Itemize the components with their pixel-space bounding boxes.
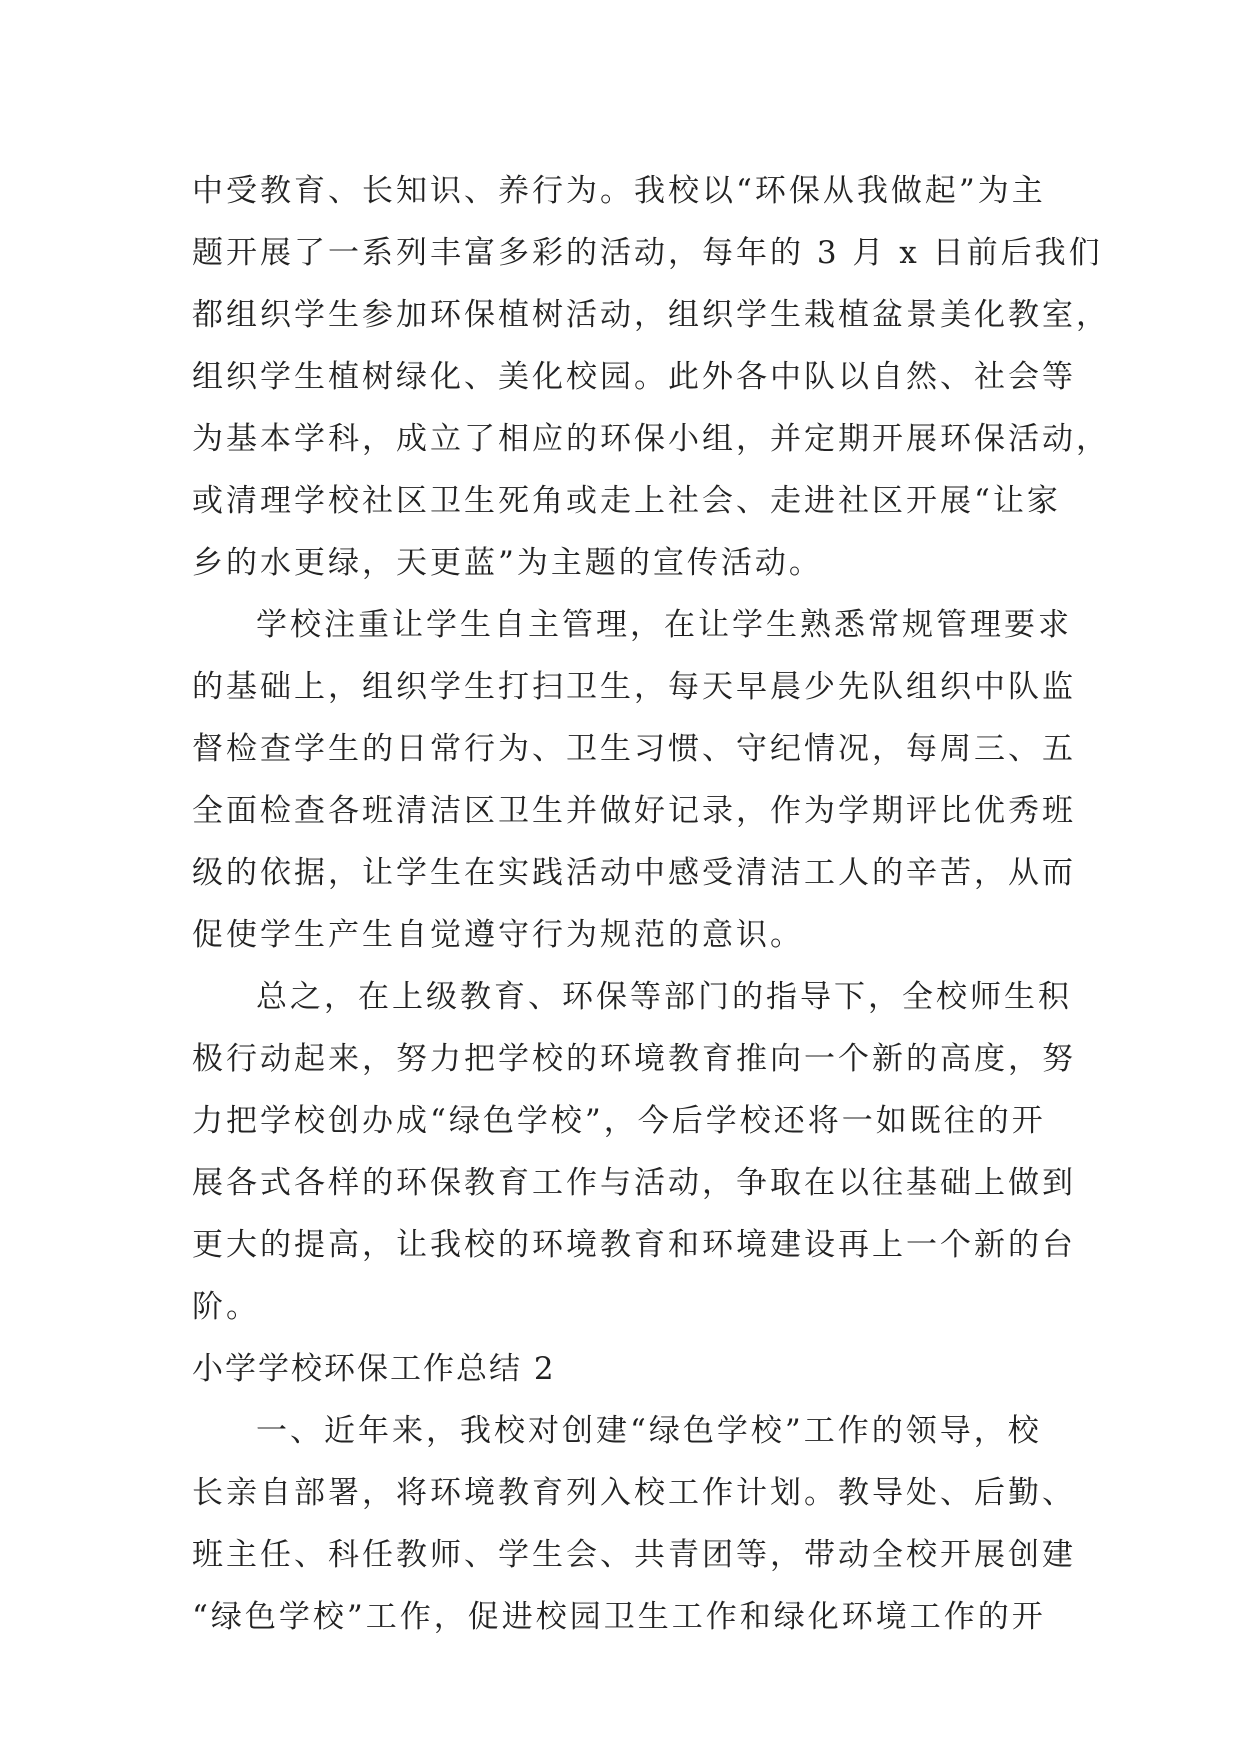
text-line: 乡的水更绿，天更蓝”为主题的宣传活动。	[192, 545, 823, 581]
text-line: 阶。	[192, 1289, 260, 1325]
text-line: 级的依据，让学生在实践活动中感受清洁工人的辛苦，从而	[192, 855, 1076, 891]
text-line: 为基本学科，成立了相应的环保小组，并定期开展环保活动，	[192, 421, 1110, 457]
document-body	[192, 160, 1110, 1648]
text-line: 督检查学生的日常行为、卫生习惯、守纪情况，每周三、五	[192, 731, 1076, 767]
text-line: 总之，在上级教育、环保等部门的指导下，全校师生积	[256, 979, 1072, 1015]
text-line: 组织学生植树绿化、美化校园。此外各中队以自然、社会等	[192, 359, 1076, 395]
text-line: 或清理学校社区卫生死角或走上社会、走进社区开展“让家	[192, 483, 1061, 519]
text-line: 学校注重让学生自主管理，在让学生熟悉常规管理要求	[256, 607, 1072, 643]
text-line: 中受教育、长知识、养行为。我校以“环保从我做起”为主	[192, 173, 1046, 209]
text-line: 题开展了一系列丰富多彩的活动，每年的 3 月 x 日前后我们	[192, 235, 1103, 271]
text-line: 一、近年来，我校对创建“绿色学校”工作的领导，校	[256, 1413, 1042, 1449]
text-line: 力把学校创办成“绿色学校”，今后学校还将一如既往的开	[192, 1103, 1046, 1139]
text-line: 展各式各样的环保教育工作与活动，争取在以往基础上做到	[192, 1165, 1076, 1201]
section-heading: 小学学校环保工作总结 2	[192, 1351, 556, 1387]
text-line: 班主任、科任教师、学生会、共青团等，带动全校开展创建	[192, 1537, 1076, 1573]
text-line: 促使学生产生自觉遵守行为规范的意识。	[192, 917, 804, 953]
text-line: 都组织学生参加环保植树活动，组织学生栽植盆景美化教室，	[192, 297, 1110, 333]
text-line: 的基础上，组织学生打扫卫生，每天早晨少先队组织中队监	[192, 669, 1076, 705]
text-line: “绿色学校”工作，促进校园卫生工作和绿化环境工作的开	[192, 1599, 1046, 1635]
text-line: 极行动起来，努力把学校的环境教育推向一个新的高度，努	[192, 1041, 1076, 1077]
text-line: 全面检查各班清洁区卫生并做好记录，作为学期评比优秀班	[192, 793, 1076, 829]
text-line: 长亲自部署，将环境教育列入校工作计划。教导处、后勤、	[192, 1475, 1076, 1511]
text-line: 更大的提高，让我校的环境教育和环境建设再上一个新的台	[192, 1227, 1076, 1263]
